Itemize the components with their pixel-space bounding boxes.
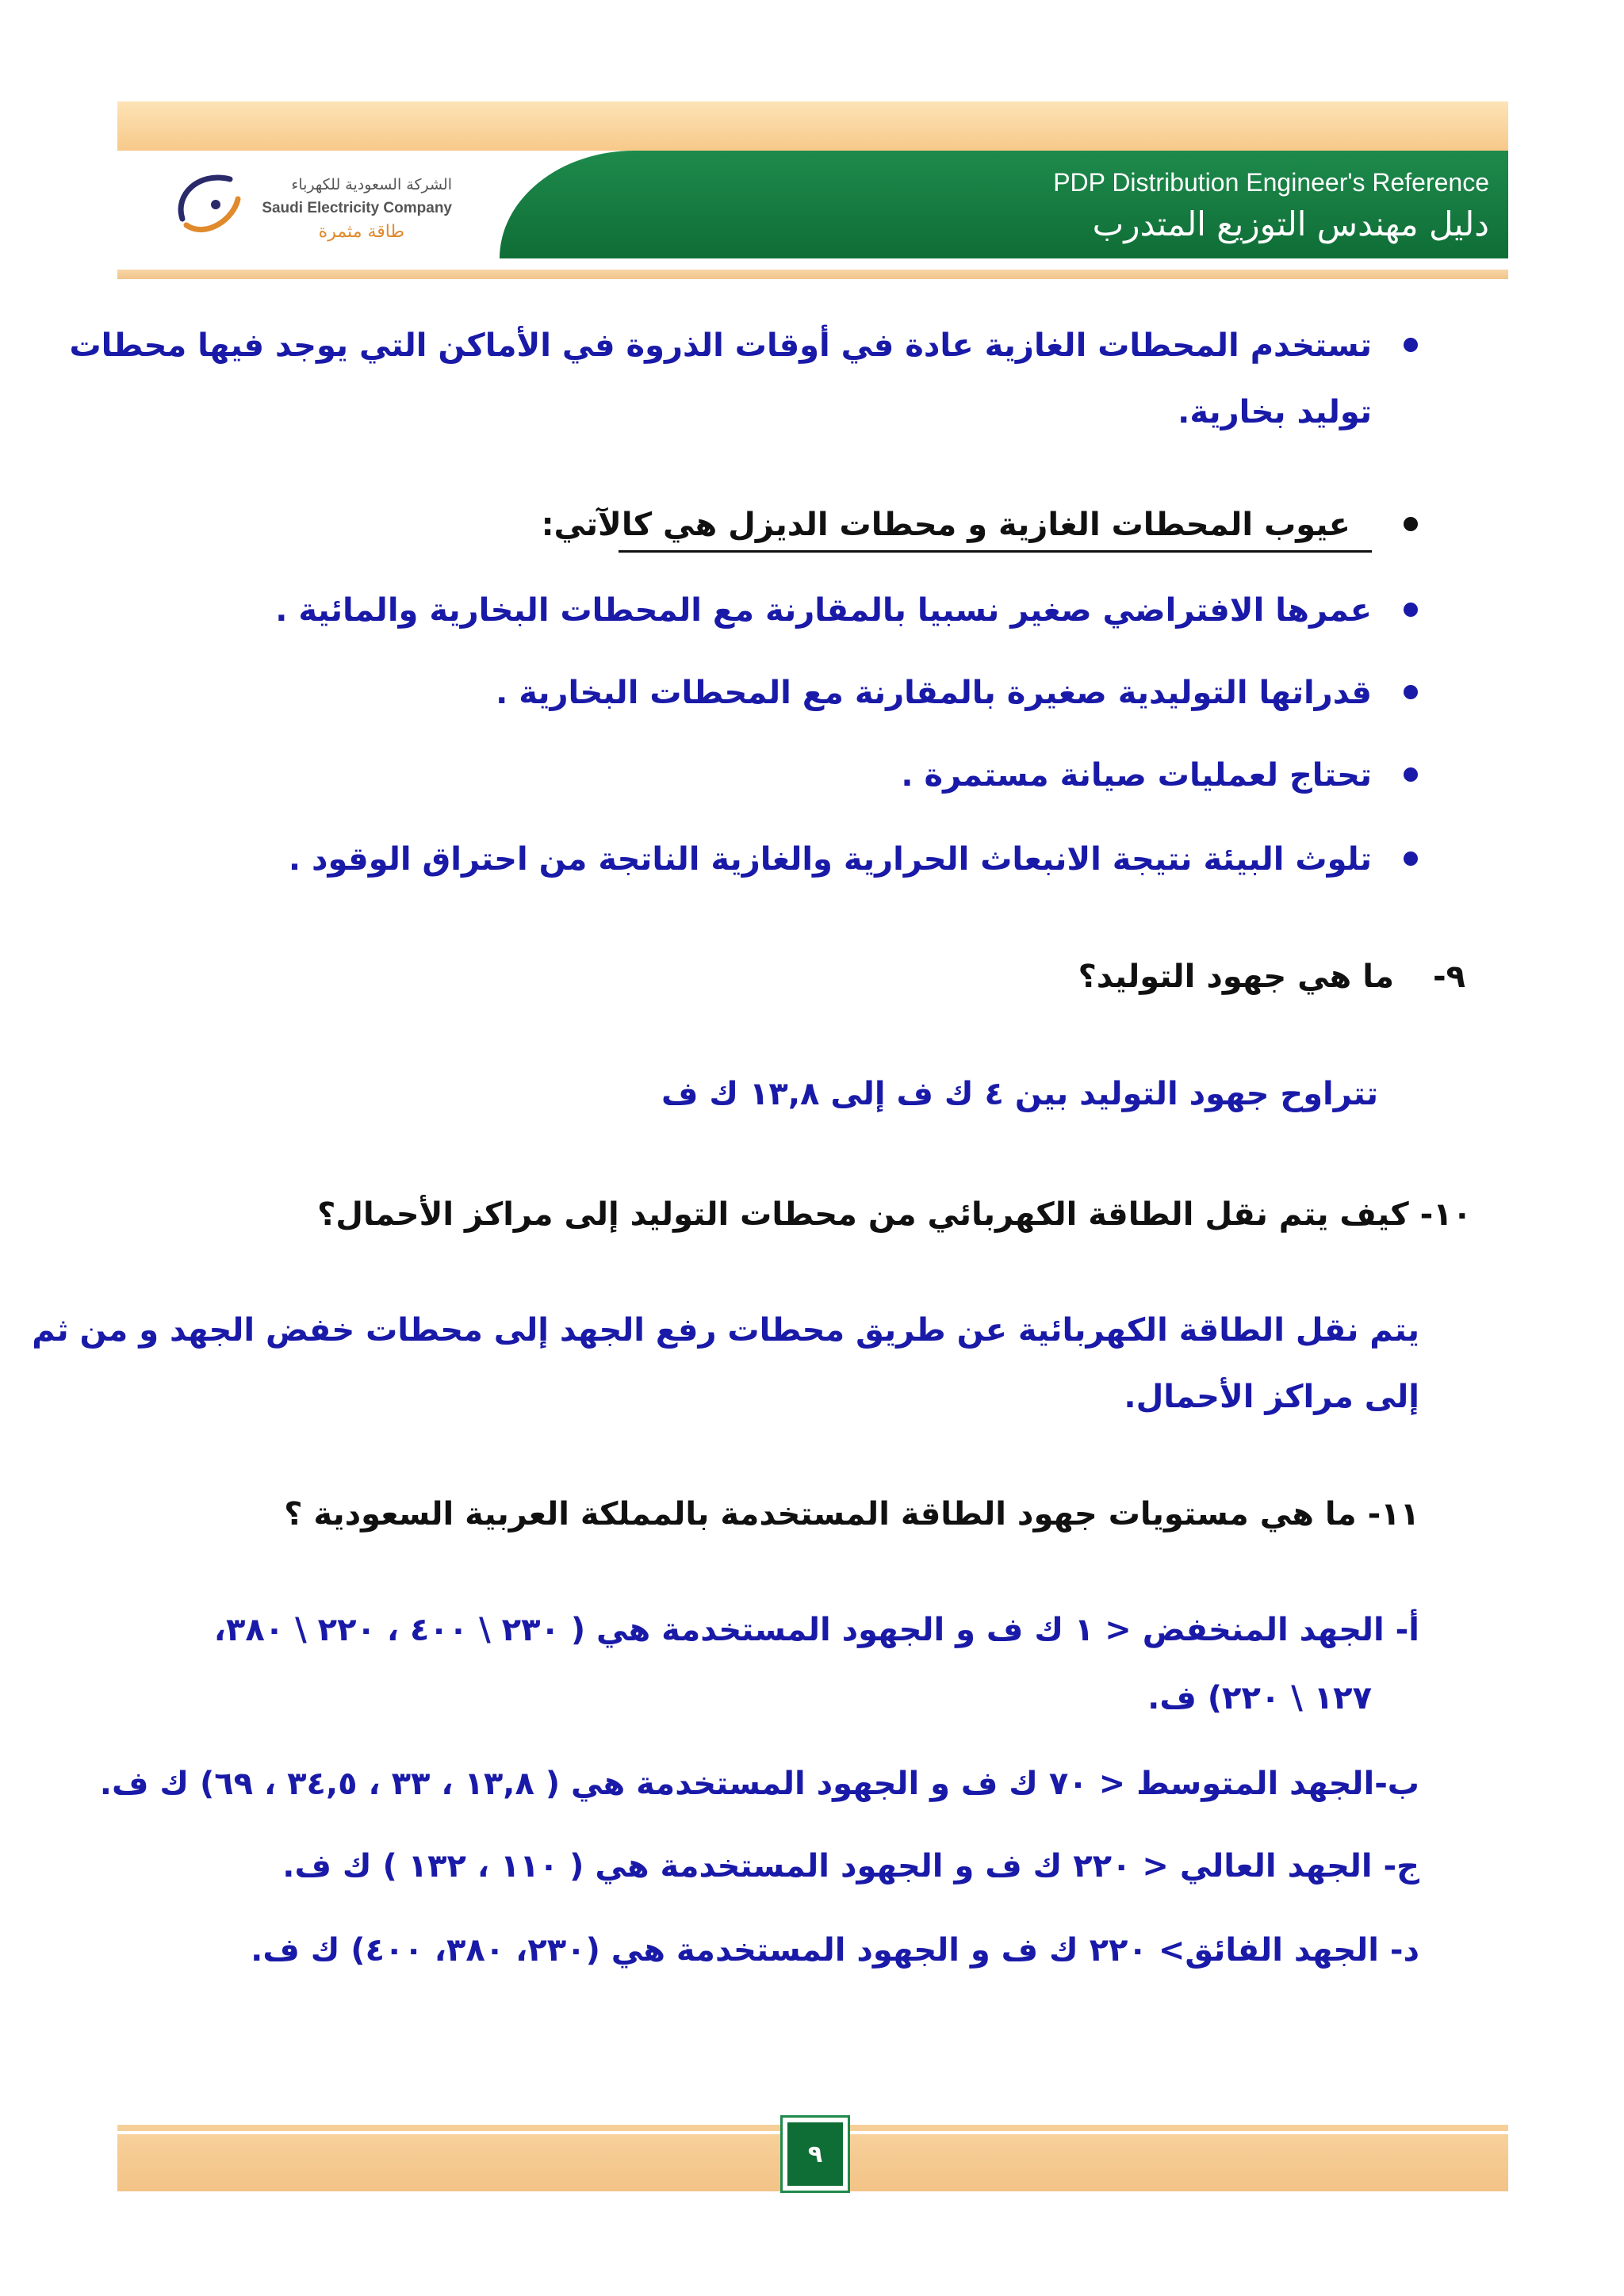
voltage-low-line-1: أ- الجهد المنخفض < ١ ك ف و الجهود المستخدمة هي ( ٢٣٠ \ ٤٠٠ ، ٢٢٠ \ ٣٨٠، [213, 1612, 1419, 1648]
bullet-icon [1404, 603, 1418, 617]
voltage-extra-high-line: د- الجهد الفائق> ٢٢٠ ك ف و الجهود المستخدمة هي (٢٣٠، ٣٨٠، ٤٠٠) ك ف. [251, 1932, 1419, 1969]
page-number-box [780, 2115, 850, 2193]
disadvantage-item-3: تحتاج لعمليات صيانة مستمرة . [901, 757, 1372, 794]
header-title-arabic: دليل مهندس التوزيع المتدرب [1092, 205, 1489, 243]
voltage-medium-line: ب-الجهد المتوسط < ٧٠ ك ف و الجهود المستخدمة هي ( ١٣,٨ ، ٣٣ ، ٣٤,٥ ، ٦٩) ك ف. [99, 1766, 1419, 1802]
disadvantage-item-4: تلوث البيئة نتيجة الانبعاث الحرارية والغازية الناتجة من احتراق الوقود . [288, 841, 1372, 878]
logo-arabic-name: الشركة السعودية للكهرباء [291, 176, 452, 193]
voltage-low-line-2: ١٢٧ \ ٢٢٠) ف. [1147, 1680, 1372, 1716]
voltage-high-line: ج- الجهد العالي < ٢٢٠ ك ف و الجهود المستخدمة هي ( ١١٠ ، ١٣٢ ) ك ف. [282, 1848, 1419, 1885]
question-11: ١١- ما هي مستويات جهود الطاقة المستخدمة بالمملكة العربية السعودية ؟ [284, 1496, 1419, 1533]
heading-underline [619, 550, 1372, 553]
answer-10-line-1: يتم نقل الطاقة الكهربائية عن طريق محطات رفع الجهد إلى محطات خفض الجهد و من ثم [32, 1312, 1419, 1349]
question-9-text: ما هي جهود التوليد؟ [1078, 959, 1394, 995]
logo-english-name: Saudi Electricity Company [262, 200, 452, 216]
page-number: ٩ [787, 2122, 843, 2186]
answer-10-line-2: إلى مراكز الأحمال. [1124, 1379, 1419, 1415]
bullet-icon [1404, 338, 1418, 352]
header-title-english: PDP Distribution Engineer's Reference [1053, 168, 1489, 197]
question-9-number: ٩- [1432, 959, 1465, 995]
logo-tagline: طاقة مثمرة [318, 222, 404, 242]
intro-bullet-line-1: تستخدم المحطات الغازية عادة في أوقات الذروة في الأماكن التي يوجد فيها محطات [69, 327, 1372, 364]
bullet-icon [1404, 767, 1418, 782]
disadvantages-heading: عيوب المحطات الغازية و محطات الديزل هي كالآتي: [541, 507, 1350, 543]
disadvantage-item-2: قدراتها التوليدية صغيرة بالمقارنة مع المحطات البخارية . [496, 675, 1372, 711]
disadvantage-item-1: عمرها الافتراضي صغير نسبيا بالمقارنة مع المحطات البخارية والمائية . [275, 592, 1372, 629]
bullet-icon [1404, 517, 1418, 531]
bullet-icon [1404, 685, 1418, 699]
intro-bullet-line-2: توليد بخارية. [1178, 394, 1372, 430]
bullet-icon [1404, 851, 1418, 866]
question-10: ١٠- كيف يتم نقل الطاقة الكهربائي من محطات التوليد إلى مراكز الأحمال؟ [317, 1196, 1472, 1233]
answer-9: تتراوح جهود التوليد بين ٤ ك ف إلى ١٣,٨ ك ف [661, 1076, 1378, 1112]
